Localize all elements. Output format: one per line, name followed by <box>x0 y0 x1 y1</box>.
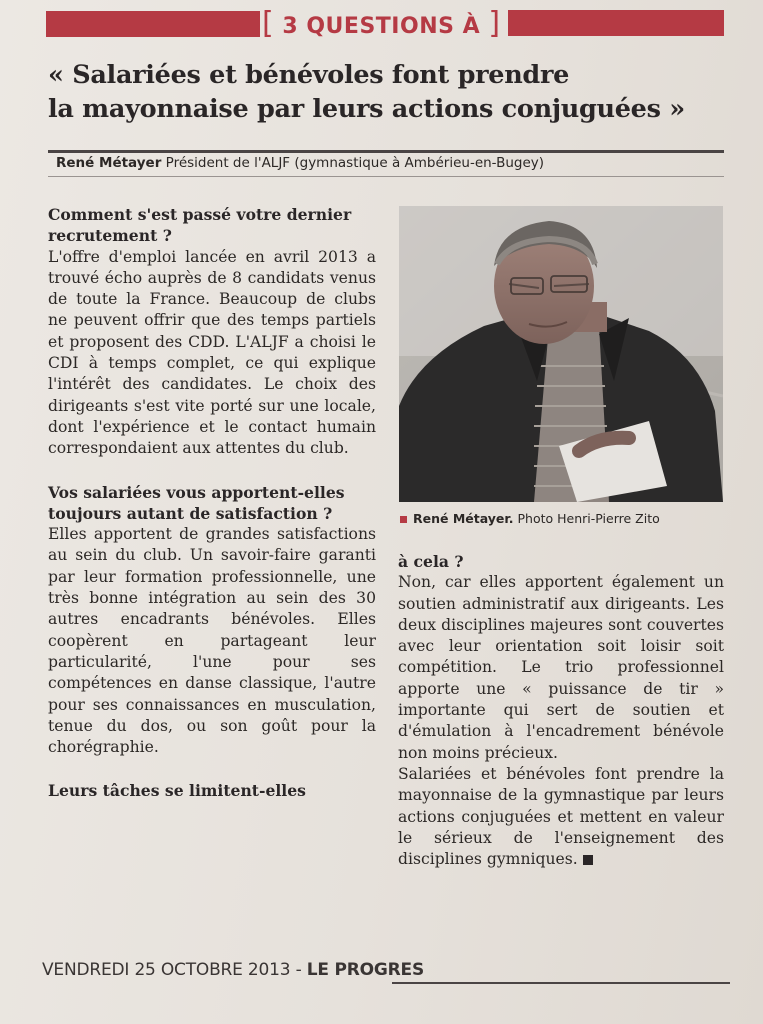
question-2: Vos salariées vous apportent-elles toujours autant de satisfaction ? <box>48 482 345 523</box>
headline <box>48 58 738 126</box>
answer-2: Elles apportent de grandes satisfactions au sein du club. Un savoir-faire garanti par leur formation professionnelle, une très bonne intégration au sein des 30 autres encadrants bénévoles. Elles coopèrent en partageant leur particularité, l'une pour ses compétences en danse classique, l'autre pour ses connaissances en musculation, tenue du dos, ou son goût pour la chorégraphie. <box>48 525 376 757</box>
byline <box>56 155 726 171</box>
footer-newspaper-name: LE PROGRES <box>306 960 425 980</box>
byline-rule <box>48 150 724 153</box>
answer-3-paragraph-2: Salariées et bénévoles font prendre la mayonnaise de la gymnastique par leurs actions conjuguées et mettent en valeur le sérieux de l'enseignement des disciplines gymniques. <box>398 764 724 869</box>
headline-line-2: la mayonnaise par leurs actions conjuguées » <box>48 94 685 124</box>
footer-rule <box>392 982 730 984</box>
question-1: Comment s'est passé votre dernier recrutement ? <box>48 205 352 246</box>
end-of-article-icon <box>583 855 593 865</box>
kicker-bar-right <box>508 10 724 36</box>
right-column <box>398 551 724 870</box>
byline-role: Président de l'ALJF (gymnastique à Ambérieu-en-Bugey) <box>165 155 545 171</box>
caption-bullet-icon <box>400 516 407 523</box>
section-kicker <box>262 4 506 44</box>
page-footer <box>42 960 424 980</box>
answer-1: L'offre d'emploi lancée en avril 2013 a trouvé écho auprès de 8 candidats venus de toute la France. Beaucoup de clubs ne peuvent offrir que des temps partiels et proposent des CDD. L'ALJF a choisi le CDI à temps complet, ce qui explique l'intérêt des candidates. Le choix des dirigeants s'est vite porté sur une locale, dont l'expérience et le contact humain correspondaient aux attentes du club. <box>48 247 376 458</box>
kicker-bar-left <box>46 11 260 37</box>
photo-caption <box>398 511 724 526</box>
caption-name: René Métayer. <box>413 511 514 526</box>
left-column <box>48 204 376 802</box>
footer-separator: - <box>295 960 302 980</box>
question-3-end: à cela ? <box>398 552 464 571</box>
kicker-open-bracket: [ <box>262 6 275 41</box>
caption-credit: Photo Henri-Pierre Zito <box>517 511 660 526</box>
portrait-illustration <box>399 206 723 502</box>
answer-3-paragraph-2-wrap <box>398 764 724 870</box>
byline-underline <box>48 176 724 177</box>
footer-date: VENDREDI 25 OCTOBRE 2013 <box>42 960 291 980</box>
kicker-close-bracket: ] <box>488 6 501 41</box>
byline-name: René Métayer <box>56 155 162 171</box>
kicker-label: 3 QUESTIONS À <box>282 14 481 39</box>
answer-3-paragraph-1: Non, car elles apportent également un soutien administratif aux dirigeants. Les deux disciplines majeures sont couvertes avec leur orientation soit loisir soit compétition. Le trio professionnel apporte une « puissance de tir » importante qui sert de soutien et d'émulation à l'encadrement bénévole non moins précieux. <box>398 573 724 762</box>
question-3-start: Leurs tâches se limitent-elles <box>48 781 306 801</box>
headline-line-1: « Salariées et bénévoles font prendre <box>48 60 570 90</box>
portrait-photo <box>399 206 723 502</box>
